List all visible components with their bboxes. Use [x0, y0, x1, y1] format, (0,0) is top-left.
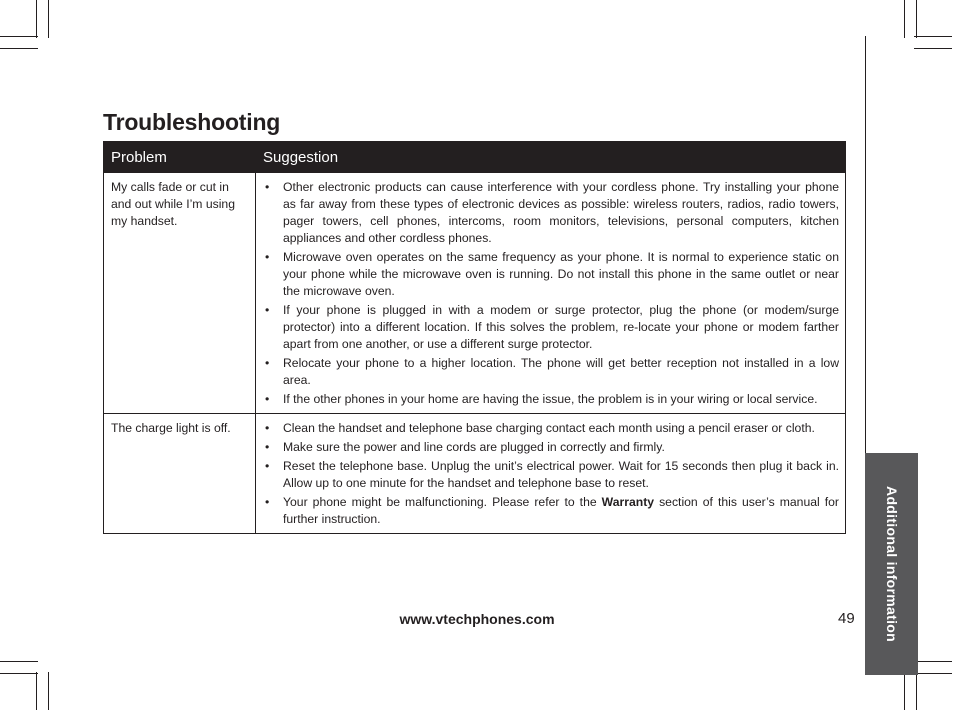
- list-item: • Microwave oven operates on the same frequency as your phone. It is normal to experience static on your phone while the microwave oven is running. Do not install this phone in the same outlet or near the microwave oven.: [263, 249, 839, 300]
- list-item: • Relocate your phone to a higher location. The phone will get better reception not installed in a low area.: [263, 355, 839, 389]
- table-row: [104, 173, 846, 414]
- crop-mark: [0, 673, 38, 674]
- header-suggestion: Suggestion: [256, 142, 846, 173]
- list-item: • Other electronic products can cause interference with your cordless phone. Try installing your phone as far away from these types of electronic devices as possible: wireless routers, radios, radio towers, pager towers, cell phones, intercoms, room monitors, televisions, personal computers, kitchen appliances and other cordless phones.: [263, 179, 839, 247]
- crop-mark: [36, 672, 37, 710]
- crop-mark: [904, 672, 905, 710]
- footer-url: www.vtechphones.com: [399, 611, 555, 627]
- list-item: • Make sure the power and line cords are plugged in correctly and firmly.: [263, 439, 839, 456]
- list-item: • If your phone is plugged in with a modem or surge protector, plug the phone (or modem/surge protector) into a different location. If this solves the problem, re-locate your phone or modem farther apart from one another, or use a different surge protector.: [263, 302, 839, 353]
- crop-mark: [48, 0, 49, 38]
- crop-mark: [0, 661, 38, 662]
- list-item: • If the other phones in your home are having the issue, the problem is in your wiring or local service.: [263, 391, 839, 408]
- side-tab: [865, 453, 918, 675]
- suggestion-list: [263, 420, 839, 528]
- table-header-row: [104, 142, 846, 173]
- suggestion-cell: [256, 173, 846, 414]
- crop-mark: [904, 0, 905, 38]
- page-title: Troubleshooting: [103, 109, 281, 135]
- crop-mark: [916, 672, 917, 710]
- list-item: • Clean the handset and telephone base charging contact each month using a pencil eraser or cloth.: [263, 420, 839, 437]
- problem-cell: My calls fade or cut in and out while I’m using my handset.: [104, 173, 256, 414]
- warranty-reference: Warranty: [601, 495, 655, 509]
- crop-mark: [914, 48, 952, 49]
- list-item-text: Your phone might be malfunctioning. Please refer to the: [283, 495, 602, 509]
- page-number: 49: [838, 610, 855, 627]
- crop-mark: [916, 0, 917, 38]
- list-item-text: section of this user’s manual for further instruction.: [283, 495, 839, 526]
- crop-mark: [914, 36, 952, 37]
- crop-mark: [0, 48, 38, 49]
- suggestion-list: [263, 179, 839, 408]
- list-item: [263, 494, 839, 528]
- suggestion-cell: [256, 414, 846, 534]
- side-tab-label: Additional information: [883, 486, 900, 642]
- crop-mark: [36, 0, 37, 38]
- troubleshooting-table: [103, 141, 846, 534]
- crop-mark: [914, 661, 952, 662]
- list-item: • Reset the telephone base. Unplug the unit’s electrical power. Wait for 15 seconds then plug it back in. Allow up to one minute for the handset and telephone base to reset.: [263, 458, 839, 492]
- crop-mark: [914, 673, 952, 674]
- table-row: [104, 414, 846, 534]
- problem-cell: The charge light is off.: [104, 414, 256, 534]
- header-problem: Problem: [104, 142, 256, 173]
- crop-mark: [48, 672, 49, 710]
- crop-mark: [0, 36, 38, 37]
